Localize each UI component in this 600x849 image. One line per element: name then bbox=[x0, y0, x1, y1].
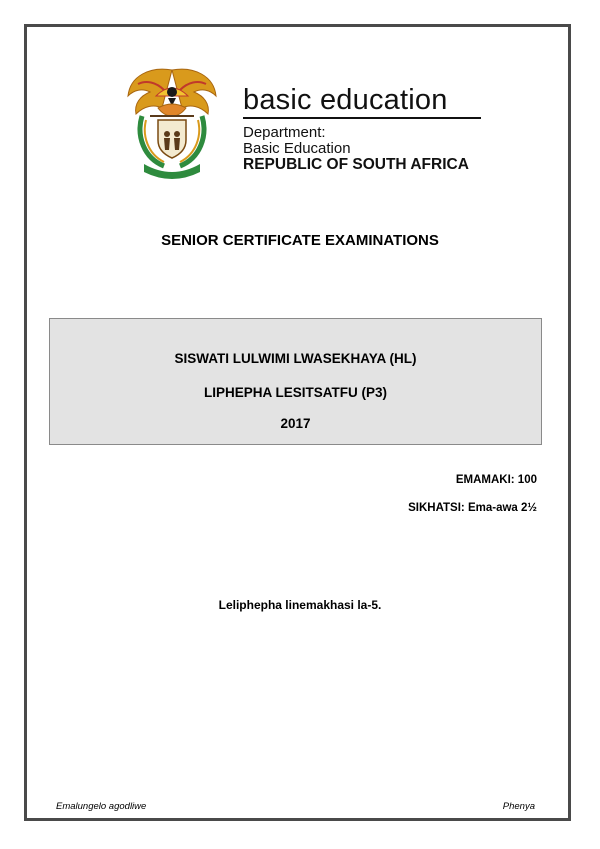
department-name: Basic Education bbox=[243, 140, 351, 157]
time-label: SIKHATSI: Ema-awa 2½ bbox=[408, 502, 537, 514]
page-count-note: Leliphepha linemakhasi la-5. bbox=[218, 598, 382, 612]
republic-label: REPUBLIC OF SOUTH AFRICA bbox=[243, 156, 469, 173]
copyright-footer: Emalungelo agodliwe bbox=[56, 801, 147, 812]
paper-name: LIPHEPHA LESITSATFU (P3) bbox=[203, 385, 387, 400]
subject-name: SISWATI LULWIMI LWASEKHAYA (HL) bbox=[174, 351, 417, 366]
brand-underline bbox=[243, 117, 481, 119]
brand-title: basic education bbox=[243, 84, 448, 116]
next-page-footer: Phenya bbox=[502, 801, 535, 812]
exam-year: 2017 bbox=[280, 416, 311, 431]
coat-of-arms-logo bbox=[120, 62, 224, 186]
marks-label: EMAMAKI: 100 bbox=[455, 474, 537, 486]
department-label: Department: bbox=[243, 124, 326, 141]
subject-box bbox=[49, 318, 542, 445]
exam-title: SENIOR CERTIFICATE EXAMINATIONS bbox=[161, 232, 439, 249]
